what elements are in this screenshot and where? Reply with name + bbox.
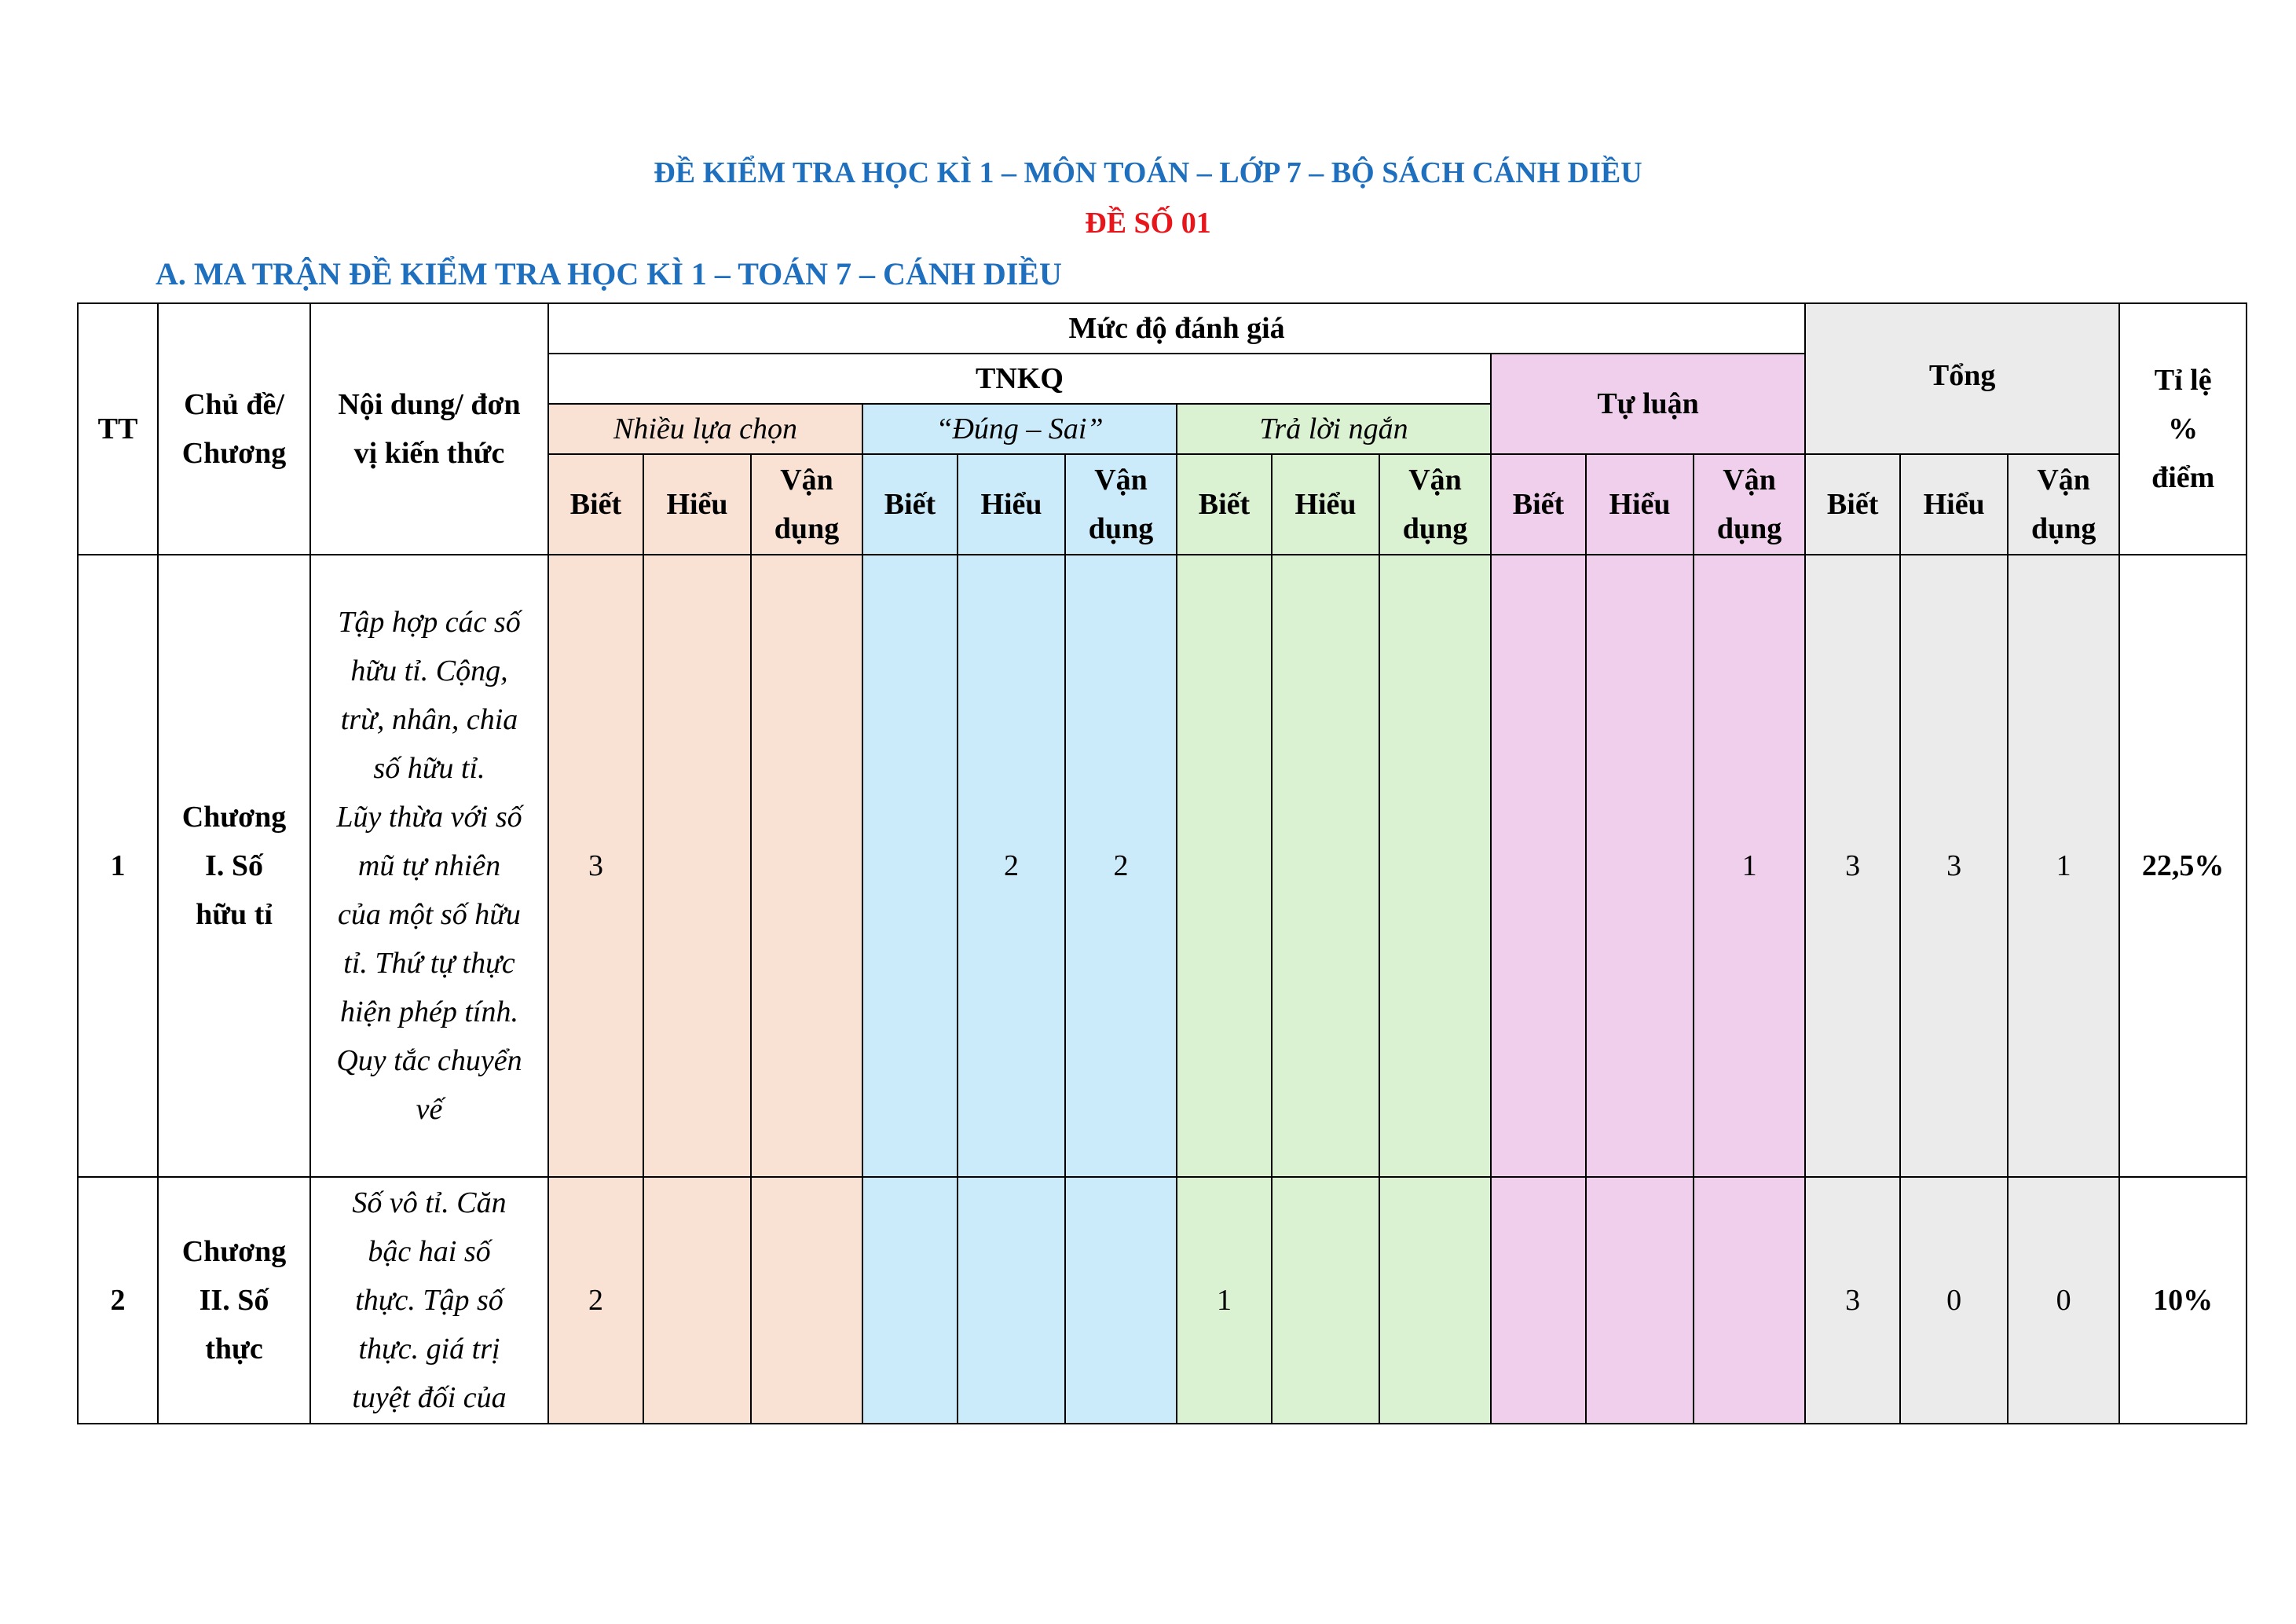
exam-number: ĐỀ SỐ 01 — [1085, 207, 1211, 240]
header-multiple-choice: Nhiều lựa chọn — [548, 404, 862, 454]
table-cell — [1694, 1177, 1805, 1424]
table-cell — [643, 555, 751, 1177]
level-apply: Vận dụng — [1065, 454, 1177, 555]
table-cell: 3 — [1805, 1177, 1900, 1424]
table-row — [78, 1177, 2247, 1424]
table-cell — [1272, 555, 1379, 1177]
table-cell — [1586, 1177, 1694, 1424]
table-cell — [1379, 555, 1491, 1177]
table-cell — [862, 1177, 958, 1424]
level-know: Biết — [548, 454, 643, 555]
level-know: Biết — [862, 454, 958, 555]
header-total: Tổng — [1805, 303, 2119, 454]
row-topic: Chương I. Số hữu tỉ — [158, 555, 310, 1177]
table-cell: 2 — [1065, 555, 1177, 1177]
table-cell — [958, 1177, 1065, 1424]
table-cell: 2 — [548, 1177, 643, 1424]
table-cell — [1272, 1177, 1379, 1424]
row-topic: Chương II. Số thực — [158, 1177, 310, 1424]
header-assessment-level: Mức độ đánh giá — [548, 303, 1805, 354]
header-topic: Chủ đề/ Chương — [158, 303, 310, 555]
header-content: Nội dung/ đơn vị kiến thức — [310, 303, 548, 555]
table-cell: 1 — [1694, 555, 1805, 1177]
header-short-answer: Trả lời ngắn — [1177, 404, 1491, 454]
table-cell: 1 — [1177, 1177, 1272, 1424]
level-apply: Vận dụng — [751, 454, 862, 555]
table-cell: 0 — [2008, 1177, 2119, 1424]
level-apply: Vận dụng — [1694, 454, 1805, 555]
table-cell — [1379, 1177, 1491, 1424]
row-content: Tập hợp các số hữu tỉ. Cộng, trừ, nhân, chia số hữu tỉ. Lũy thừa với số mũ tự nhiên của một số hữu tỉ. Thứ tự thực hiện phép tính. Quy tắc chuyển vế — [310, 555, 548, 1177]
level-know: Biết — [1491, 454, 1586, 555]
table-cell — [1065, 1177, 1177, 1424]
assessment-matrix-table — [77, 302, 2247, 1424]
level-understand: Hiểu — [1900, 454, 2008, 555]
table-cell — [1491, 555, 1586, 1177]
table-cell: 1 — [2008, 555, 2119, 1177]
level-understand: Hiểu — [643, 454, 751, 555]
level-understand: Hiểu — [1586, 454, 1694, 555]
header-tnkq: TNKQ — [548, 354, 1491, 404]
row-content: Số vô tỉ. Căn bậc hai số thực. Tập số thực. giá trị tuyệt đối của — [310, 1177, 548, 1424]
level-apply: Vận dụng — [2008, 454, 2119, 555]
row-number: 1 — [78, 555, 158, 1177]
header-ratio: Tỉ lệ % điểm — [2119, 303, 2247, 555]
table-cell: 0 — [1900, 1177, 2008, 1424]
row-ratio: 22,5% — [2119, 555, 2247, 1177]
level-know: Biết — [1177, 454, 1272, 555]
table-cell — [1491, 1177, 1586, 1424]
document-title: ĐỀ KIỂM TRA HỌC KÌ 1 – MÔN TOÁN – LỚP 7 – BỘ SÁCH CÁNH DIỀU — [654, 156, 1642, 189]
section-heading: A. MA TRẬN ĐỀ KIỂM TRA HỌC KÌ 1 – TOÁN 7 – CÁNH DIỀU — [156, 256, 1062, 291]
level-know: Biết — [1805, 454, 1900, 555]
level-understand: Hiểu — [1272, 454, 1379, 555]
table-cell — [1177, 555, 1272, 1177]
table-cell: 3 — [548, 555, 643, 1177]
table-cell — [751, 555, 862, 1177]
table-cell — [862, 555, 958, 1177]
table-row — [78, 555, 2247, 1177]
header-essay: Tự luận — [1491, 354, 1805, 454]
level-apply: Vận dụng — [1379, 454, 1491, 555]
header-true-false: “Đúng – Sai” — [862, 404, 1177, 454]
row-number: 2 — [78, 1177, 158, 1424]
header-tt: TT — [78, 303, 158, 555]
table-cell — [1586, 555, 1694, 1177]
table-cell: 3 — [1805, 555, 1900, 1177]
table-cell — [751, 1177, 862, 1424]
table-cell — [643, 1177, 751, 1424]
table-cell: 3 — [1900, 555, 2008, 1177]
table-cell: 2 — [958, 555, 1065, 1177]
level-understand: Hiểu — [958, 454, 1065, 555]
row-ratio: 10% — [2119, 1177, 2247, 1424]
